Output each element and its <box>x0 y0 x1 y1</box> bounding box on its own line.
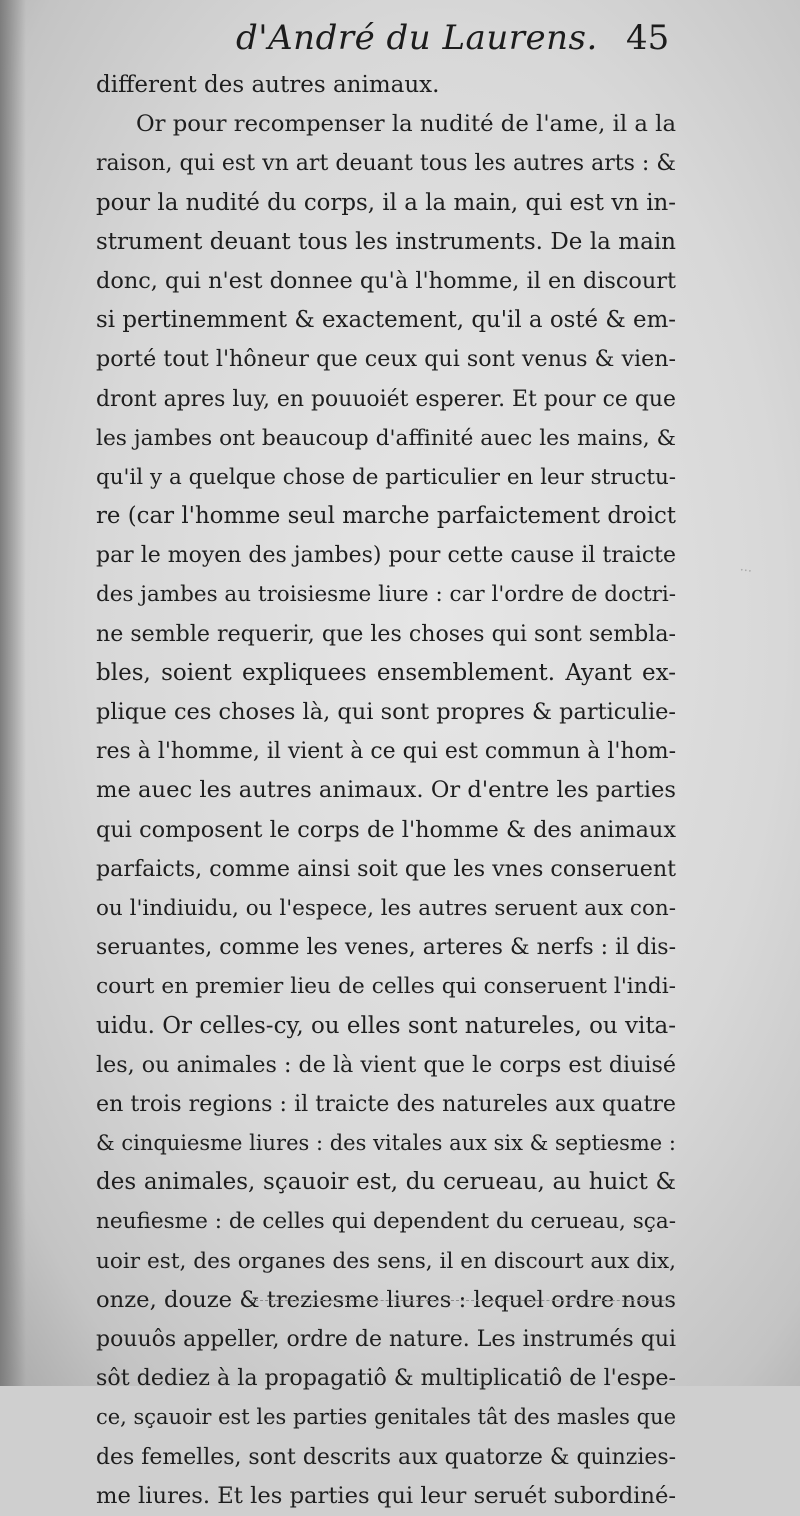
text-line: si pertinemment & exactement, qu'il a osté & em- <box>96 307 676 334</box>
text-line: pour la nudité du corps, il a la main, qui est vn in- <box>96 189 676 216</box>
text-line: onze, douze & treziesme liures : lequel ordre nous <box>96 1286 676 1313</box>
text-line: ou l'indiuidu, ou l'espece, les autres seruent aux con- <box>96 895 676 921</box>
text-line: different des autres animaux. <box>96 72 440 98</box>
text-line: en trois regions : il traicte des natureles aux quatre <box>96 1090 676 1117</box>
text-line: pouuôs appeller, ordre de nature. Les instrumés qui <box>96 1327 676 1352</box>
text-line: re (car l'homme seul marche parfaictement droict <box>96 503 676 530</box>
text-line: & cinquiesme liures : des vitales aux six & septiesme : <box>96 1131 676 1156</box>
text-line: neufiesme : de celles qui dependent du cerueau, sça- <box>96 1209 676 1235</box>
text-line: sôt dediez à la propagatiô & multiplicatiô de l'espe- <box>96 1365 676 1392</box>
text-line: des animales, sçauoir est, du cerueau, au huict & <box>96 1169 676 1196</box>
text-line: seruantes, comme les venes, arteres & nerfs : il dis- <box>96 935 676 961</box>
text-line: des femelles, sont descrits aux quatorze & quinzies- <box>96 1444 676 1470</box>
text-line: uidu. Or celles-cy, ou elles sont natureles, ou vita- <box>96 1012 676 1039</box>
running-title: d'André du Laurens. <box>236 18 598 58</box>
text-line: strument deuant tous les instruments. De la main <box>96 228 676 255</box>
page-number: 45 <box>626 18 670 58</box>
text-line: Or pour recompenser la nudité de l'ame, il a la <box>136 111 676 138</box>
text-line: res à l'homme, il vient à ce qui est commun à l'hom- <box>96 739 676 765</box>
page-header <box>0 12 800 72</box>
text-line: donc, qui n'est donnee qu'à l'homme, il en discourt <box>96 267 676 294</box>
text-line: uoir est, des organes des sens, il en discourt aux dix, <box>96 1248 676 1274</box>
bottom-print-rule <box>250 1300 670 1302</box>
text-line: parfaicts, comme ainsi soit que les vnes conseruent <box>96 855 676 882</box>
text-line: les jambes ont beaucoup d'affinité auec les mains, & <box>96 425 676 451</box>
text-line: plique ces choses là, qui sont propres & particulie- <box>96 699 676 725</box>
text-line: bles, soient expliquees ensemblement. Ayant ex- <box>96 659 676 686</box>
text-line: dront apres luy, en pouuoiét esperer. Et pour ce que <box>96 386 676 412</box>
text-line: qui composent le corps de l'homme & des animaux <box>96 816 676 843</box>
text-line: raison, qui est vn art deuant tous les autres arts : & <box>96 151 676 177</box>
text-line: par le moyen des jambes) pour cette cause il traicte <box>96 543 676 569</box>
text-line: me liures. Et les parties qui leur seruét subordiné- <box>96 1482 676 1509</box>
text-line: me auec les autres animaux. Or d'entre les parties <box>96 777 676 804</box>
text-line: porté tout l'hôneur que ceux qui sont venus & vien- <box>96 346 676 373</box>
show-through-mark: ... <box>739 559 754 576</box>
text-line: ce, sçauoir est les parties genitales tât des masles que <box>96 1405 676 1430</box>
body-text <box>96 66 676 1516</box>
text-line: des jambes au troisiesme liure : car l'ordre de doctri- <box>96 582 676 608</box>
text-line: ne semble requerir, que les choses qui sont sembla- <box>96 620 676 647</box>
text-line: court en premier lieu de celles qui conseruent l'indi- <box>96 974 676 1000</box>
text-line: les, ou animales : de là vient que le corps est diuisé <box>96 1051 676 1078</box>
text-line: qu'il y a quelque chose de particulier en leur structu- <box>96 464 676 490</box>
gutter-shadow <box>0 0 26 1386</box>
